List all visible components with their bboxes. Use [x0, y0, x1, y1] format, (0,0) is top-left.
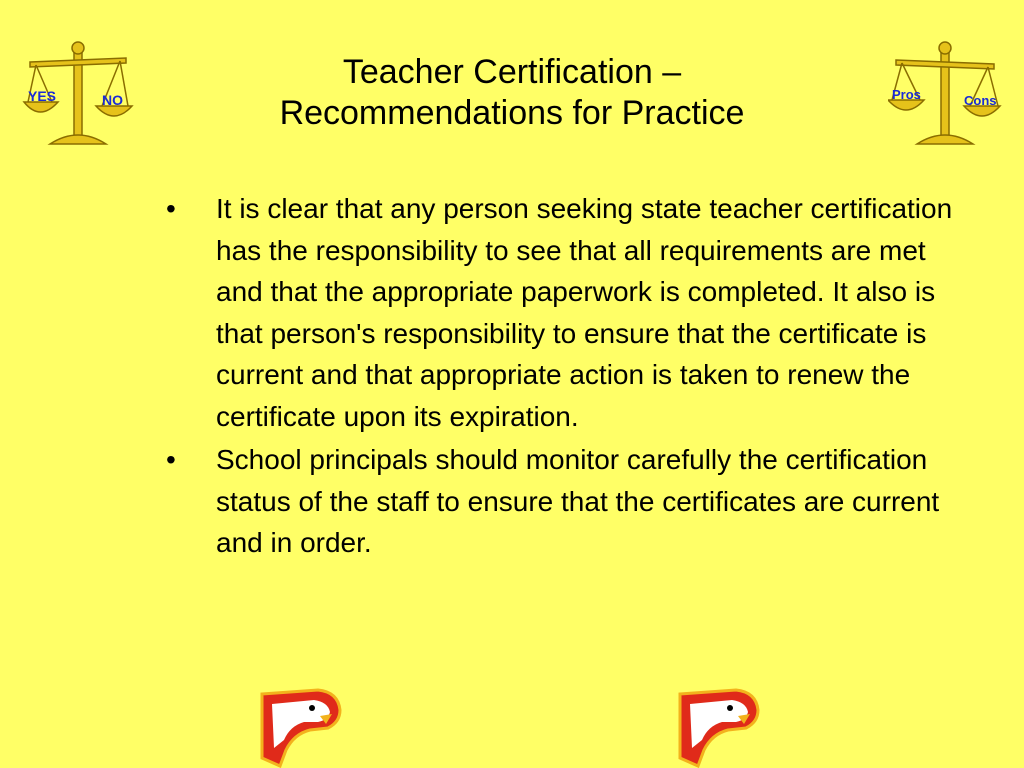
bullet-dot: •	[166, 444, 176, 475]
scale-yes-label: YES	[28, 88, 57, 104]
scale-no-label: NO	[102, 92, 123, 108]
scale-cons-label: Cons	[964, 93, 997, 108]
bullet-text: It is clear that any person seeking state teacher certification has the responsibility to see that all requirements are met and that the appropriate paperwork is completed. It also is that person's responsibility to ensure that the certificate is current and that appropriate action is taken to renew the certificate upon its expiration.	[216, 193, 953, 432]
bullet-text: School principals should monitor carefully the certification status of the staff to ensure that the certificates are current and in order.	[216, 444, 940, 558]
scale-pros-label: Pros	[892, 87, 921, 102]
bullet-list	[160, 188, 960, 566]
yes-no-scale-icon	[22, 40, 134, 156]
bullet-dot: •	[166, 193, 176, 224]
pros-cons-scale-icon	[888, 40, 1002, 156]
hawk-logo-icon	[676, 688, 760, 768]
hawk-logo-icon	[258, 688, 342, 768]
slide-title-line-1: Teacher Certification –	[342, 53, 682, 91]
slide-title-line-2: Recommendations for Practice	[279, 94, 745, 132]
bullet-item	[160, 439, 960, 564]
slide-title	[200, 52, 824, 134]
bullet-item	[160, 188, 960, 437]
